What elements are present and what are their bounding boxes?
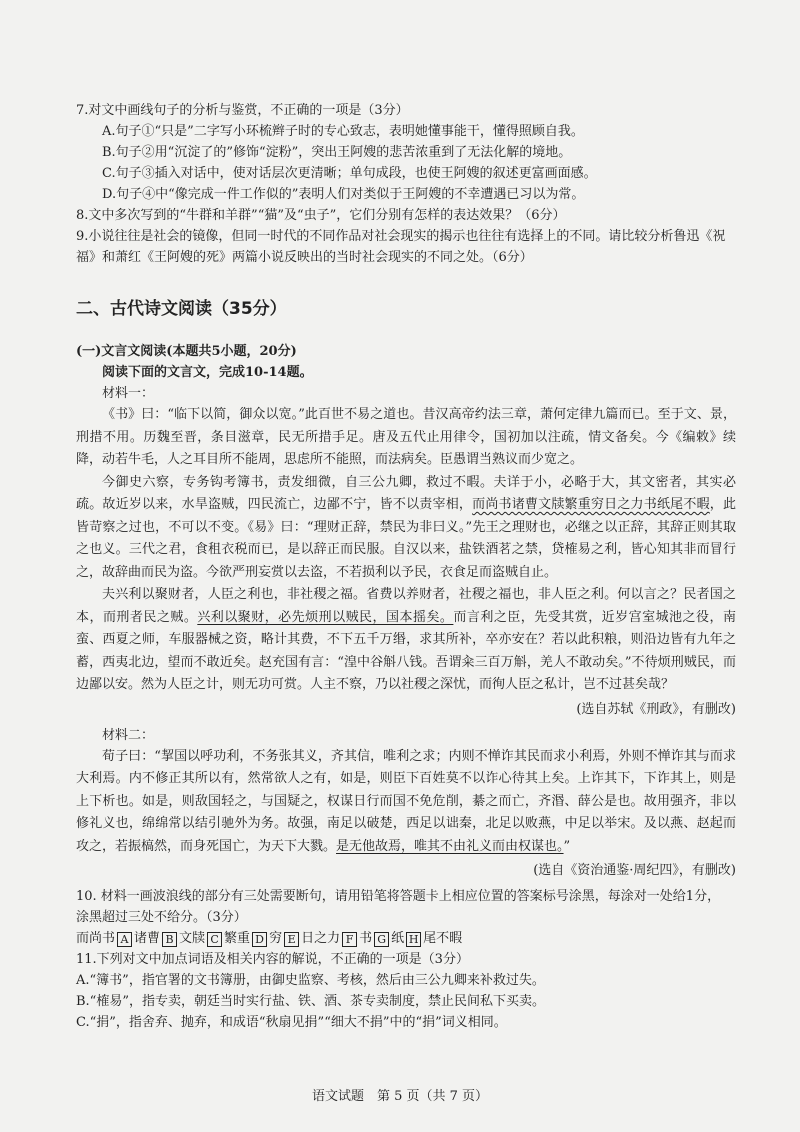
paragraph-2-text-a: 今御史六察，专务钩考簿书，责发细微，自三公九卿，救过不暇。夫详于小，必略于大，其文密者，其实必疏。故近岁以来，水旱盗贼，四民流亡，边鄙不宁，皆不以责宰相， [76,474,736,512]
underlined-sentence-1: 兴利以聚财，必先烦刑以贼民，国本摇矣。 [197,609,454,625]
q9-line-2: 福》和萧红《王阿嫂的死》两篇小说反映出的当时社会现实的不同之处。（6分） [76,250,533,265]
material-1-paragraph-1: 《书》曰：“临下以简，御众以宽。”此百世不易之道也。昔汉高帝约法三章，萧何定律九篇而已。至于文、景，刑措不用。历魏至晋，条目滋章，民无所措手足。唐及五代止用律令，国初加以注疏，情文备矣。今《编敕》续降，动若牛毛，人之耳目所不能周，思虑所不能照，而法病矣。臣愚谓当熟议而少宽之。 [76,407,736,467]
q10-line-1: 10. 材料一画波浪线的部分有三处需要断句，请用铅笔将答题卡上相应位置的答案标号涂黑，每涂对一处给1分， [76,889,721,904]
break-option-b[interactable]: B [162,932,177,947]
page-footer: 语文试题 第 5 页（共 7 页） [311,1089,489,1104]
q10-segments [76,928,736,949]
q8-stem: 8.文中多次写到的“牛群和羊群”“猫”及“虫子”，它们分别有怎样的表达效果？（6分） [76,208,566,223]
segment-text: 纸 [391,931,405,946]
q7-option-a: A.句子①“只是”二字写小环梳辫子时的专心致志，表明她懂事能干，懂得照顾自我。 [102,124,584,139]
wavy-underline-passage: 而尚书诸曹文牍繁重穷日之力书纸尾不暇 [472,497,710,512]
reading-instruction: 阅读下面的文言文，完成10-14题。 [102,365,313,380]
break-option-h[interactable]: H [406,932,421,947]
underlined-sentence-2: 是无他故焉，唯其不由礼义而由权谋也。 [336,838,564,854]
material-2-text-b: ” [563,838,571,854]
q7-stem: 7.对文中画线句子的分析与鉴赏，不正确的一项是（3分） [76,103,409,118]
segment-text: 穷 [269,931,283,946]
segment-text: 诸曹 [134,931,161,946]
q9-line-1: 9.小说往往是社会的镜像，但同一时代的不同作品对社会现实的揭示也往往有选择上的不同。请比较分析鲁迅《祝 [76,229,726,244]
segment-text: 书 [359,931,373,946]
material-1-source: (选自苏轼《刑政》，有删改) [576,701,736,717]
q11-option-a: A.“簿书”，指官署的文书簿册，由御史监察、考核，然后由三公九卿来补救过失。 [76,973,545,988]
paragraph-3-text-a: 夫兴利以聚财者，人臣之利也，非社稷之福。省费以养财者，社稷之福也，非人臣之利。何以言之？民者国之本，而刑者民之贼。 [76,587,736,625]
q7-option-d: D.句子④中“像完成一件工作似的”表明人们对类似于王阿嫂的不幸遭遇已习以为常。 [102,187,585,202]
segment-text: 尾不暇 [423,931,463,946]
material-2-text-a: 荀子曰：“挈国以呼功利，不务张其义，齐其信，唯利之求；内则不惮诈其民而求小利焉，外则不惮诈其与而求大利焉。内不修正其所以有，然常欲人之有，如是，则臣下百姓莫不以诈心待其上矣。上诈其下，下诈其上，则是上下析也。如是，则敌国轻之，与国疑之，权谋日行而国不免危削，綦之而亡，齐湣、薛公是也。故用强齐，非以修礼义也，绵绵常以结引驰外为务。故强，南足以破楚，西足以诎秦，北足以败燕，中足以举宋。及以燕、赵起而攻之，若振槁然，而身死国亡，为天下大戮。 [76,748,736,854]
break-option-c[interactable]: C [207,932,222,947]
material-1-paragraph-2 [76,472,736,585]
segment-text: 文牍 [179,931,206,946]
section-title: 二、古代诗文阅读（35分） [76,299,287,319]
q10-line-2: 涂黑超过三处不给分。（3分） [76,910,247,925]
q11-stem: 11.下列对文中加点词语及相关内容的解说，不正确的一项是（3分） [76,952,469,967]
material-2-source: (选自《资治通鉴·周纪四》，有删改) [533,863,736,878]
material-2-paragraph [76,746,736,859]
subsection-title: (一)文言文阅读(本题共5小题，20分) [76,344,297,359]
q11-option-b: B.“榷易”，指专卖，朝廷当时实行盐、铁、酒、茶专卖制度，禁止民间私下买卖。 [76,994,545,1009]
paragraph-2-text-b: ，此皆苛察之过也，不可以不变。《易》曰：“理财正辞，禁民为非曰义。”先王之理财也，必继之以正辞，其辞正则其取之也义。三代之君，食租衣税而已，是以辞正而民服。自汉以来，盐铁酒茗之禁，贷榷易之利，皆心知其非而冒行之，故辞曲而民为盗。今欲严刑妄赏以去盗，不若损利以予民，衣食足而盗贼自止。 [76,497,736,580]
q7-option-b: B.句子②用“沉淀了的”修饰“淀粉”，突出王阿嫂的悲苦浓重到了无法化解的境地。 [102,145,572,160]
break-option-f[interactable]: F [342,932,357,947]
break-option-g[interactable]: G [374,932,389,947]
segment-text: 繁重 [224,931,251,946]
q7-option-c: C.句子③插入对话中，使对话层次更清晰；单句成段，也使王阿嫂的叙述更富画面感。 [102,166,597,181]
segment-text: 而尚书 [76,931,116,946]
material-1-paragraph-3 [76,584,736,697]
material-1-label: 材料一： [102,386,155,401]
break-option-a[interactable]: A [117,932,132,947]
paragraph-3-text-b: 而言利之臣，先受其赏，近岁宫室城池之役，南蛮、西夏之师，车服器械之资，略计其费，不下五千万缗，求其所补，卒亦安在？若以此积粮，则沿边皆有九年之蓄，西夷北边，望而不敢近矣。赵充国有言：“湟中谷斛八钱。吾谓籴三百万斛，羌人不敢动矣。”不待烦刑贼民，而边鄙以安。然为人臣之计，则无功可赏。人主不察，乃以社稷之深忧，而徇人臣之私计，岂不过甚矣哉？ [76,609,736,692]
q11-option-c: C.“捐”，指舍弃、抛弃，和成语“秋扇见捐”“细大不捐”中的“捐”词义相同。 [76,1015,507,1030]
break-option-e[interactable]: E [284,932,299,947]
break-option-d[interactable]: D [252,932,267,947]
segment-text: 日之力 [301,931,341,946]
material-2-label: 材料二： [102,727,155,743]
